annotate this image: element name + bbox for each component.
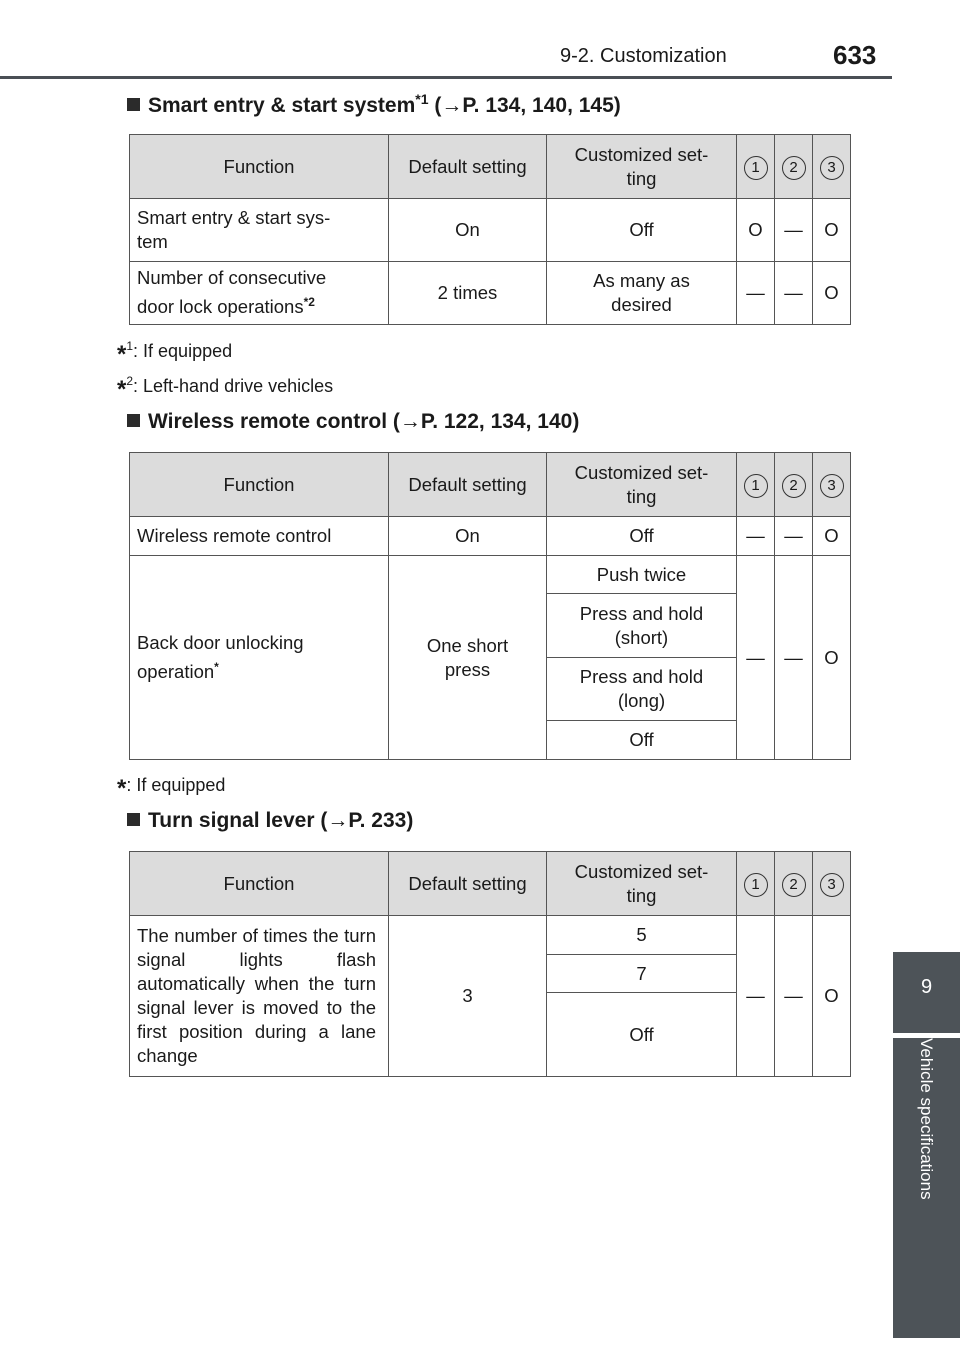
col-header-1: 1 [737,453,775,517]
col-header-2: 2 [775,453,813,517]
col-header-default: Default setting [389,852,547,916]
cell-c3: O [813,517,851,556]
cell-c3: O [813,916,851,1077]
col-header-function: Function [130,135,389,199]
col-header-2: 2 [775,135,813,199]
cell-function: Wireless remote control [130,517,389,556]
footnote-3: *: If equipped [117,775,226,802]
col-header-function: Function [130,453,389,517]
chapter-tab-label[interactable] [893,1038,960,1338]
page-reference-link[interactable]: (→P. 134, 140, 145) [434,94,621,117]
col-header-3: 3 [813,453,851,517]
page-reference-link[interactable]: (→P. 233) [320,809,414,832]
table-row [130,556,851,594]
cell-option: 5 [547,916,737,955]
cell-default: On [389,517,547,556]
header-rule [0,76,892,79]
col-header-3: 3 [813,852,851,916]
cell-c3: O [813,262,851,325]
col-header-customized: Customized set- ting [547,453,737,517]
footnote-2: *$^2$: Left-hand drive vehicles [117,374,334,403]
col-header-customized: Customized set- ting [547,852,737,916]
cell-c2: — [775,199,813,262]
chapter-tab-text: Vehicle specifications [917,1038,936,1200]
col-header-3: 3 [813,135,851,199]
square-bullet-icon [127,813,140,826]
cell-c1: — [737,517,775,556]
col-header-customized: Customized set- ting [547,135,737,199]
section-heading-turn-signal [127,809,413,833]
col-header-default: Default setting [389,135,547,199]
chapter-tab-number[interactable]: 9 [893,952,960,1033]
cell-c1: — [737,556,775,760]
cell-default: On [389,199,547,262]
col-header-default: Default setting [389,453,547,517]
cell-option: Off [547,993,737,1077]
square-bullet-icon [127,414,140,427]
section-title: 9-2. Customization [560,45,727,67]
cell-option: Off [547,721,737,760]
cell-c2: — [775,556,813,760]
cell-function: Back door unlocking operation* [130,556,389,760]
table-row [130,199,851,262]
cell-c3: O [813,556,851,760]
col-header-2: 2 [775,852,813,916]
col-header-function: Function [130,852,389,916]
cell-c1: — [737,916,775,1077]
cell-function: The number of times the turn signal lights flash automatically when the turn signal lever is moved to the first position during a lane change [130,916,389,1077]
wireless-remote-table [129,452,851,760]
square-bullet-icon [127,98,140,111]
heading-text: Smart entry & start system [148,94,416,117]
cell-option: Press and hold (short) [547,594,737,658]
smart-entry-table [129,134,851,325]
col-header-1: 1 [737,852,775,916]
cell-option: Push twice [547,556,737,594]
page-number: 633 [833,40,877,70]
cell-default: 3 [389,916,547,1077]
cell-default: 2 times [389,262,547,325]
cell-function: Smart entry & start sys- tem [130,199,389,262]
cell-c2: — [775,916,813,1077]
cell-option: Press and hold (long) [547,658,737,721]
cell-function: Number of consecutive door lock operations$^{*2}$ [130,262,389,325]
cell-c2: — [775,262,813,325]
turn-signal-table [129,851,851,1077]
section-heading-smart-entry [127,91,621,118]
cell-c1: O [737,199,775,262]
cell-option: 7 [547,955,737,993]
section-heading-wireless-remote [127,410,579,434]
footnote-1: *$^1$: If equipped [117,339,233,368]
table-row [130,517,851,556]
heading-text: Wireless remote control [148,410,388,433]
cell-default: One short press [389,556,547,760]
page-reference-link[interactable]: (→P. 122, 134, 140) [392,410,580,433]
table-row [130,916,851,955]
cell-custom: As many as desired [547,262,737,325]
table-row [130,262,851,325]
footnote-mark: *1 [415,91,429,107]
col-header-1: 1 [737,135,775,199]
cell-custom: Off [547,199,737,262]
cell-custom: Off [547,517,737,556]
cell-c2: — [775,517,813,556]
cell-c1: — [737,262,775,325]
cell-c3: O [813,199,851,262]
heading-text: Turn signal lever [148,809,315,832]
